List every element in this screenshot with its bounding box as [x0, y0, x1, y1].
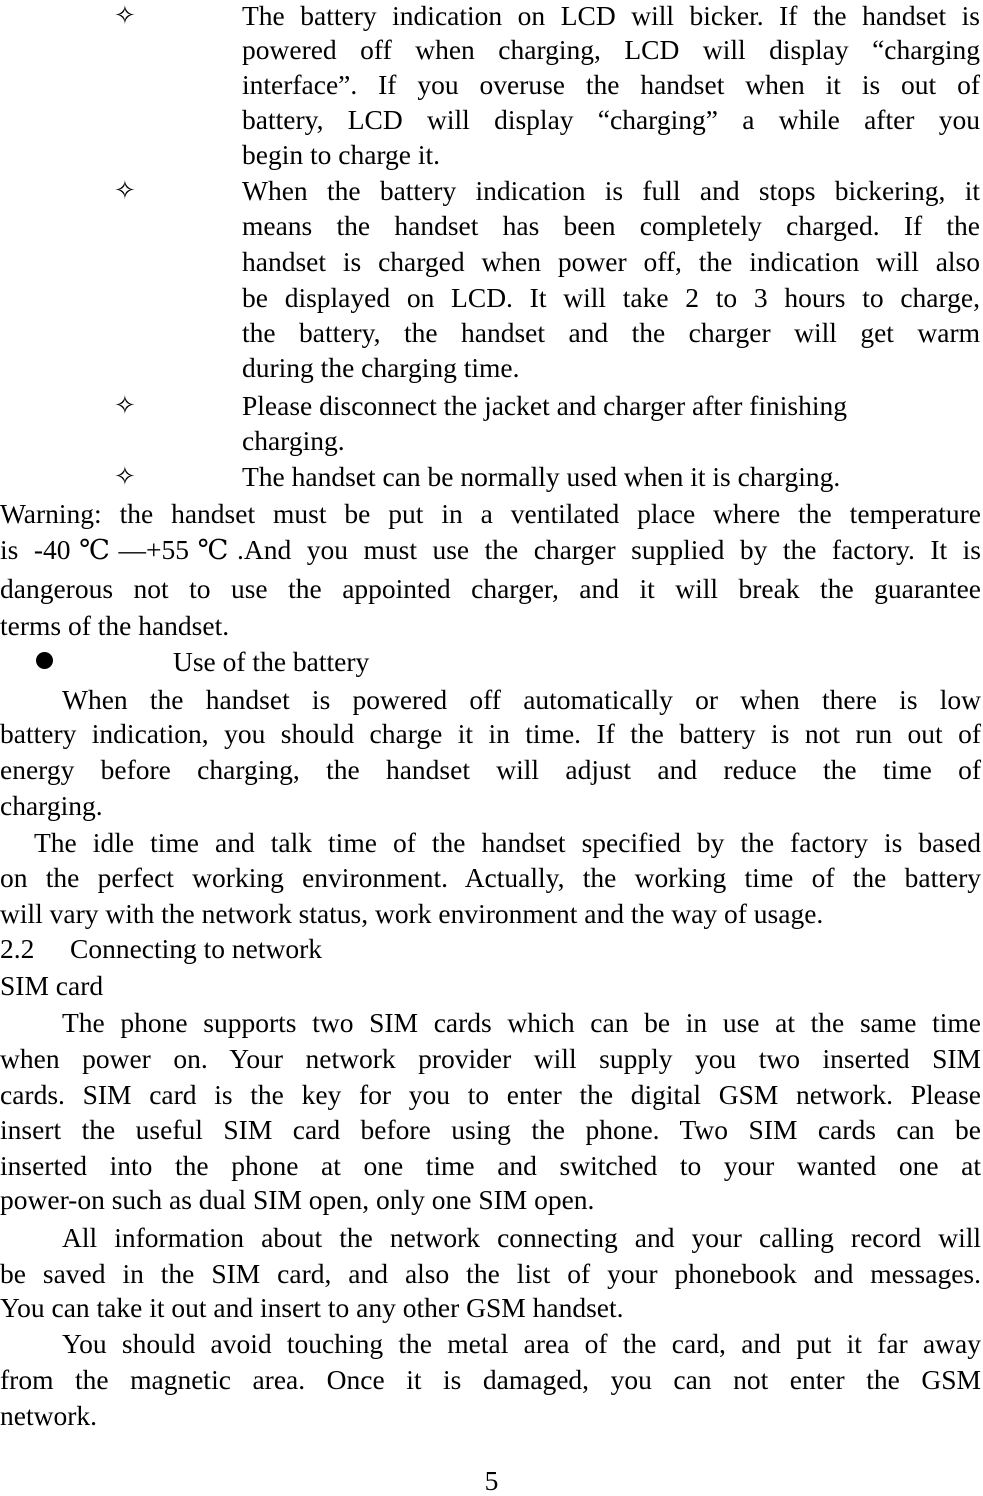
diamond-bullet-icon: ✧ — [114, 1, 136, 30]
sim-p1-line-5: inserted into the phone at one time and switched to your wanted one at — [0, 1150, 981, 1181]
battery-p1-line-2: battery indication, you should charge it in time. If the battery is not run out of — [0, 718, 981, 749]
section-number: 2.2 — [0, 933, 35, 964]
sim-p3-line-3: network. — [0, 1400, 97, 1431]
sim-p3-line-2: from the magnetic area. Once it is damaged, you can not enter the GSM — [0, 1364, 981, 1395]
battery-p2-line-1: The idle time and talk time of the handset specified by the factory is based — [34, 827, 981, 858]
diamond-bullet-icon: ✧ — [114, 391, 136, 420]
bullet-3-line-2: charging. — [242, 425, 345, 456]
warning-line-1: Warning: the handset must be put in a ventilated place where the temperature — [0, 498, 981, 529]
bullet-2-line-2: means the handset has been completely charged. If the — [242, 210, 980, 241]
sim-p3-line-1: You should avoid touching the metal area of the card, and put it far away — [62, 1328, 981, 1359]
bullet-2-line-5: the battery, the handset and the charger will get warm — [242, 317, 980, 348]
battery-p2-line-2: on the perfect working environment. Actually, the working time of the battery — [0, 862, 981, 893]
battery-p1-line-1: When the handset is powered off automatically or when there is low — [62, 684, 981, 715]
battery-heading: Use of the battery — [173, 646, 370, 677]
battery-p1-line-3: energy before charging, the handset will adjust and reduce the time of — [0, 754, 981, 785]
bullet-2-line-1: When the battery indication is full and stops bickering, it — [242, 175, 980, 206]
diamond-bullet-icon: ✧ — [114, 462, 136, 491]
section-title: Connecting to network — [70, 933, 323, 964]
bullet-1-line-3: interface”. If you overuse the handset when it is out of — [242, 69, 980, 100]
sim-p1-line-4: insert the useful SIM card before using the phone. Two SIM cards can be — [0, 1114, 981, 1145]
page-number: 5 — [484, 1465, 499, 1496]
sim-p2-line-1: All information about the network connecting and your calling record will — [62, 1222, 981, 1253]
warning-line-4: terms of the handset. — [0, 610, 230, 641]
sim-p1-line-3: cards. SIM card is the key for you to enter the digital GSM network. Please — [0, 1079, 981, 1110]
warning-line-3: dangerous not to use the appointed charger, and it will break the guarantee — [0, 573, 981, 604]
bullet-4-line-1: The handset can be normally used when it is charging. — [242, 461, 841, 492]
bullet-1-line-4: battery, LCD will display “charging” a while after you — [242, 104, 980, 135]
sim-p1-line-1: The phone supports two SIM cards which can be in use at the same time — [62, 1007, 981, 1038]
bullet-2-line-6: during the charging time. — [242, 352, 520, 383]
battery-p2-line-3: will vary with the network status, work environment and the way of usage. — [0, 898, 824, 929]
battery-p1-line-4: charging. — [0, 790, 103, 821]
sim-p1-line-6: power-on such as dual SIM open, only one SIM open. — [0, 1184, 595, 1215]
sim-p1-line-2: when power on. Your network provider will supply you two inserted SIM — [0, 1043, 981, 1074]
bullet-1-line-2: powered off when charging, LCD will display “charging — [242, 34, 980, 65]
diamond-bullet-icon: ✧ — [114, 176, 136, 205]
bullet-2-line-3: handset is charged when power off, the indication will also — [242, 246, 980, 277]
subsection-title: SIM card — [0, 970, 104, 1001]
bullet-1-line-1: The battery indication on LCD will bicker. If the handset is — [242, 0, 980, 31]
warning-line-2: is -40℃—+55℃.And you must use the charger supplied by the factory. It is — [0, 534, 981, 565]
sim-p2-line-3: You can take it out and insert to any other GSM handset. — [0, 1292, 624, 1323]
round-bullet-icon — [36, 652, 53, 669]
sim-p2-line-2: be saved in the SIM card, and also the list of your phonebook and messages. — [0, 1258, 981, 1289]
bullet-2-line-4: be displayed on LCD. It will take 2 to 3 hours to charge, — [242, 282, 980, 313]
bullet-1-line-5: begin to charge it. — [242, 139, 441, 170]
bullet-3-line-1: Please disconnect the jacket and charger after finishing — [242, 390, 848, 421]
